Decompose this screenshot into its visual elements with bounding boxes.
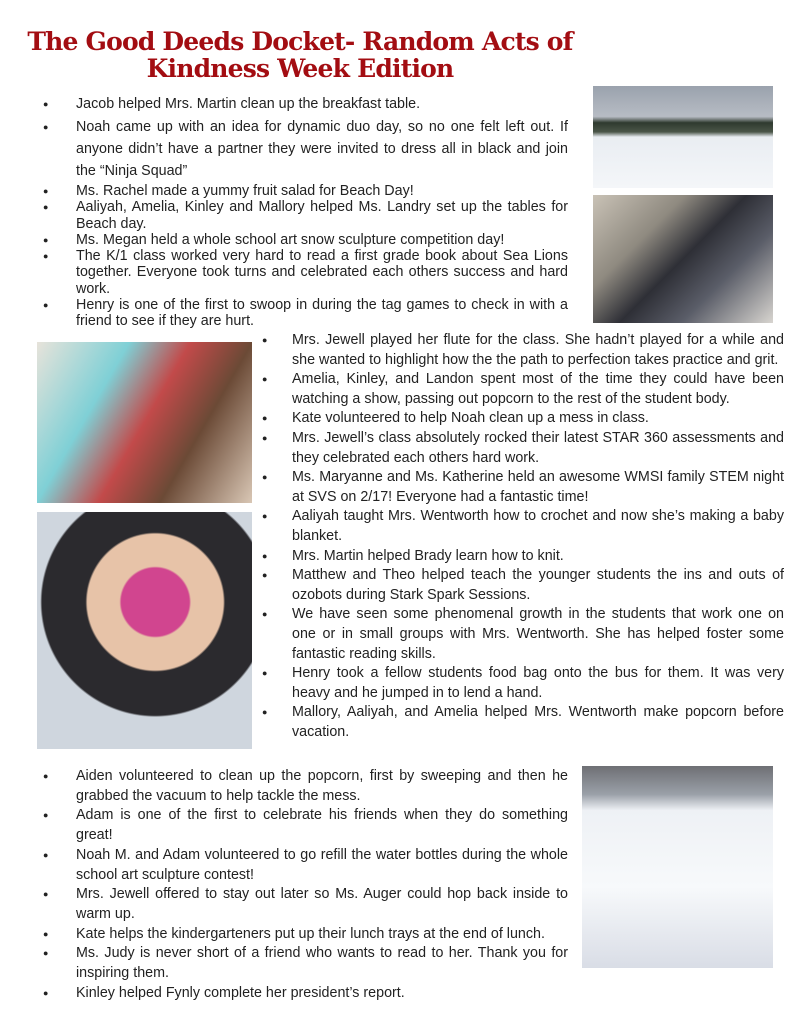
- students-party-photo: [37, 342, 252, 503]
- snowy-field-photo: [593, 86, 773, 188]
- list-item: ● Aiden volunteered to clean up the popcorn, first by sweeping and then he grabbed the vacuum to help tackle the mess.: [76, 767, 568, 806]
- list-item: ● Mrs. Jewell offered to stay out later so Ms. Auger could hop back inside to warm up.: [76, 885, 568, 924]
- list-item: ● Noah came up with an idea for dynamic duo day, so no one felt left out. If anyone didn’t have a partner they were invited to dress all in black and join the “Ninja Squad”: [76, 116, 568, 182]
- list-item: ● Mrs. Jewell’s class absolutely rocked their latest STAR 360 assessments and they celebrated each others hard work.: [292, 429, 784, 468]
- list-item: ● Kinley helped Fynly complete her president’s report.: [76, 984, 568, 1004]
- list-item: ● Aaliyah taught Mrs. Wentworth how to crochet and now she’s making a baby blanket.: [292, 507, 784, 546]
- list-item: ● Kate helps the kindergarteners put up their lunch trays at the end of lunch.: [76, 925, 568, 945]
- list-item: ● Matthew and Theo helped teach the younger students the ins and outs of ozobots during Stark Spark Sessions.: [292, 566, 784, 605]
- list-item: ● The K/1 class worked very hard to read a first grade book about Sea Lions together. Everyone took turns and celebrated each others success and hard work.: [76, 248, 568, 297]
- list-item: ● Henry took a fellow students food bag onto the bus for them. It was very heavy and he jumped in to lend a hand.: [292, 664, 784, 703]
- good-deeds-list-top: [76, 93, 568, 330]
- list-item: ● Aaliyah, Amelia, Kinley and Mallory helped Ms. Landry set up the tables for Beach day.: [76, 199, 568, 232]
- list-item: ● Ms. Rachel made a yummy fruit salad for Beach Day!: [76, 183, 568, 199]
- list-item: ● Ms. Judy is never short of a friend who wants to read to her. Thank you for inspiring them.: [76, 944, 568, 983]
- list-item: ● Mrs. Martin helped Brady learn how to knit.: [292, 547, 784, 567]
- good-deeds-list-bottom: [76, 767, 568, 1003]
- list-item: ● Ms. Maryanne and Ms. Katherine held an awesome WMSI family STEM night at SVS on 2/17! Everyone had a fantastic time!: [292, 468, 784, 507]
- list-item: ● Adam is one of the first to celebrate his friends when they do something great!: [76, 806, 568, 845]
- snow-selfie-photo: [582, 766, 773, 968]
- list-item: ● Henry is one of the first to swoop in during the tag games to check in with a friend to see if they are hurt.: [76, 297, 568, 330]
- list-item: ● Ms. Megan held a whole school art snow sculpture competition day!: [76, 232, 568, 248]
- classroom-tables-photo: [593, 195, 773, 323]
- list-item: ● Kate volunteered to help Noah clean up a mess in class.: [292, 409, 784, 429]
- title-line-1: The Good Deeds Docket- Random Acts of: [27, 27, 573, 56]
- list-item: ● Noah M. and Adam volunteered to go refill the water bottles during the whole school art sculpture contest!: [76, 846, 568, 885]
- page-title: [20, 28, 580, 82]
- list-item: ● Mrs. Jewell played her flute for the class. She hadn’t played for a while and she wanted to highlight how the the path to perfection takes practice and grit.: [292, 331, 784, 370]
- good-deeds-list-middle: [292, 331, 784, 742]
- list-item: ● Mallory, Aaliyah, and Amelia helped Mrs. Wentworth make popcorn before vacation.: [292, 703, 784, 742]
- list-item: ● Jacob helped Mrs. Martin clean up the breakfast table.: [76, 93, 568, 115]
- title-line-2: Kindness Week Edition: [146, 54, 454, 83]
- list-item: ● Amelia, Kinley, and Landon spent most of the time they could have been watching a show, passing out popcorn to the rest of the student body.: [292, 370, 784, 409]
- student-pink-hat-photo: [37, 512, 252, 749]
- list-item: ● We have seen some phenomenal growth in the students that work one on one or in small groups with Mrs. Wentworth. She has helped foster some fantastic reading skills.: [292, 605, 784, 664]
